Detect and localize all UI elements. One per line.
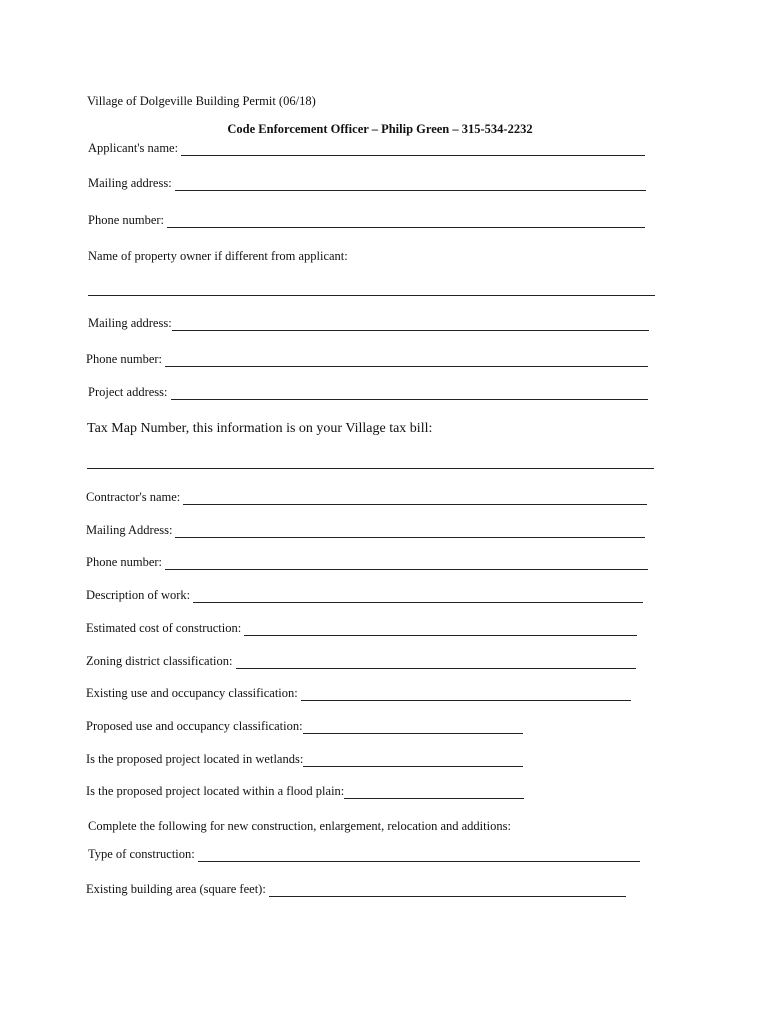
mailing-address-row-3 <box>86 522 645 538</box>
flood-plain-field[interactable] <box>344 787 524 799</box>
phone-row-3 <box>86 554 648 570</box>
existing-area-row <box>86 881 626 897</box>
phone-field-2[interactable] <box>165 355 648 367</box>
mailing-address-field-1[interactable] <box>175 179 646 191</box>
mailing-address-label-3: Mailing Address: <box>86 523 173 537</box>
tax-map-field[interactable] <box>87 468 654 469</box>
contractor-name-field[interactable] <box>183 493 647 505</box>
zoning-label: Zoning district classification: <box>86 654 233 668</box>
owner-note-row <box>88 248 348 264</box>
existing-use-row <box>86 685 631 701</box>
mailing-address-row-1 <box>88 175 646 191</box>
phone-field-1[interactable] <box>167 216 645 228</box>
form-title: Village of Dolgeville Building Permit (06/18) <box>87 94 316 108</box>
tax-map-label: Tax Map Number, this information is on your Village tax bill: <box>87 421 433 436</box>
proposed-use-label: Proposed use and occupancy classification: <box>86 719 303 733</box>
contractor-name-row <box>86 489 647 505</box>
phone-field-3[interactable] <box>165 558 648 570</box>
proposed-use-row <box>86 718 523 734</box>
existing-area-field[interactable] <box>269 885 626 897</box>
tax-map-row <box>87 421 432 437</box>
zoning-field[interactable] <box>236 657 636 669</box>
wetlands-field[interactable] <box>303 755 523 767</box>
mailing-address-row-2 <box>88 315 649 331</box>
complete-note-row <box>88 818 511 834</box>
phone-label-3: Phone number: <box>86 555 163 569</box>
estimated-cost-label: Estimated cost of construction: <box>86 621 242 635</box>
wetlands-row <box>86 751 523 767</box>
officer-contact <box>0 122 770 137</box>
mailing-address-label-2: Mailing address: <box>88 316 172 330</box>
description-label: Description of work: <box>86 588 191 602</box>
existing-area-label: Existing building area (square feet): <box>86 882 266 896</box>
phone-row-1 <box>88 212 645 228</box>
flood-plain-row <box>86 783 524 799</box>
applicant-name-row <box>88 140 645 156</box>
contractor-name-label: Contractor's name: <box>86 490 181 504</box>
phone-label-1: Phone number: <box>88 213 165 227</box>
phone-row-2 <box>86 351 648 367</box>
zoning-row <box>86 653 636 669</box>
construction-type-row <box>88 846 640 862</box>
owner-name-field[interactable] <box>88 295 655 296</box>
project-address-label: Project address: <box>88 385 168 399</box>
owner-note-label: Name of property owner if different from applicant: <box>88 249 348 263</box>
estimated-cost-row <box>86 620 637 636</box>
wetlands-label: Is the proposed project located in wetlands: <box>86 752 304 766</box>
applicant-name-label: Applicant's name: <box>88 141 179 155</box>
mailing-address-label-1: Mailing address: <box>88 176 172 190</box>
description-row <box>86 587 643 603</box>
existing-use-label: Existing use and occupancy classification: <box>86 686 298 700</box>
complete-note-label: Complete the following for new construction, enlargement, relocation and additions: <box>88 819 511 833</box>
proposed-use-field[interactable] <box>303 722 523 734</box>
mailing-address-field-2[interactable] <box>172 319 649 331</box>
mailing-address-field-3[interactable] <box>175 526 645 538</box>
estimated-cost-field[interactable] <box>244 624 637 636</box>
project-address-field[interactable] <box>171 388 648 400</box>
construction-type-field[interactable] <box>198 850 640 862</box>
project-address-row <box>88 384 648 400</box>
flood-plain-label: Is the proposed project located within a flood plain: <box>86 784 345 798</box>
existing-use-field[interactable] <box>301 689 631 701</box>
construction-type-label: Type of construction: <box>88 847 195 861</box>
phone-label-2: Phone number: <box>86 352 163 366</box>
applicant-name-field[interactable] <box>181 144 645 156</box>
officer-contact-text: Code Enforcement Officer – Philip Green – 315-534-2232 <box>227 122 533 136</box>
description-field[interactable] <box>193 591 643 603</box>
